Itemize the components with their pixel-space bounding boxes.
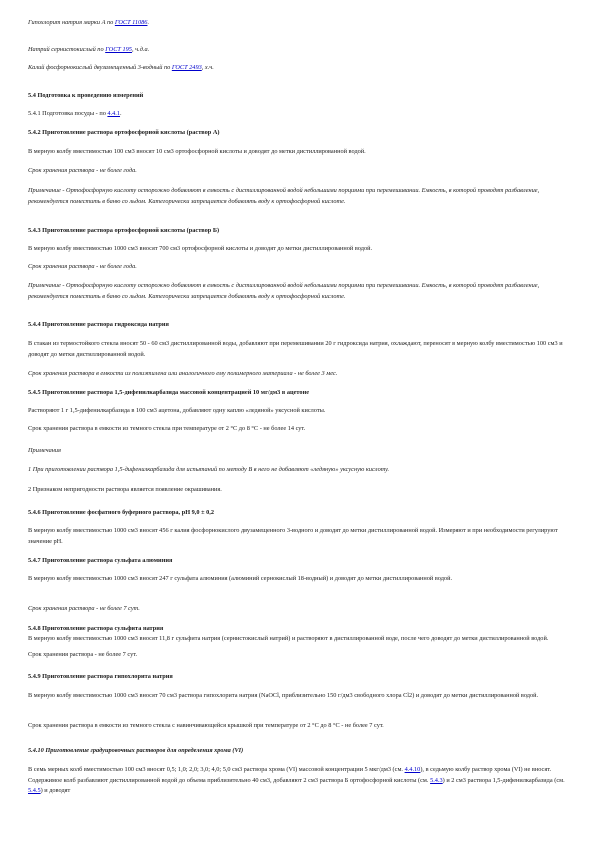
text-run: Срок хранения раствора в емкости из темного стекла с навинчивающейся крышкой при температуре от 2 °С до 8 °С - не более 7 сут. — [28, 722, 384, 729]
text-run: В мерную колбу вместимостью 1000 см3 вносят 11,8 г сульфита натрия (сернистокислый натрий) и растворяют в дистиллированной воде, после чего доводят до метки дистиллированной водой. — [28, 635, 549, 642]
paragraph — [28, 691, 568, 702]
text-run: Примечание - Ортофосфорную кислоту осторожно добавляют в емкость с дистиллированной водой небольшими порциями при перемешивании. Емкость, в которой проводят разбавление, рекомендуется поместить в баню со льдом. Категорически запрещается добавлять воду к ортофосфорной кислоте. — [28, 282, 540, 300]
text-run: Примечания — [28, 447, 61, 454]
text-run: Срок хранения раствора - не более 7 сут. — [28, 651, 138, 658]
paragraph — [28, 63, 568, 74]
text-run: 5.4.3 Приготовление раствора ортофосфорной кислоты (раствор Б) — [28, 227, 220, 234]
text-run: В мерную колбу вместимостью 1000 см3 вносят 247 г сульфата алюминия (алюминий сернокислый 18-водный) и доводят до метки дистиллированной водой. — [28, 575, 453, 582]
paragraph — [28, 446, 568, 457]
text-run: 5.4.10 Приготовление градуировочных растворов для определения хрома (VI) — [28, 747, 244, 754]
text-run: ), в седьмую колбу раствор хрома (VI) не вносят. Содержимое колб разбавляют дистиллированной водой до объема приблизительно 40 см3, добавляют 2 см3 раствора Б ортофосфорной кислоты (см. — [28, 766, 552, 784]
paragraph — [28, 147, 568, 158]
reference-link[interactable]: 4.4.10 — [404, 766, 421, 773]
text-run: В мерную колбу вместимостью 1000 см3 вносят 70 см3 раствора гипохлорита натрия (NaOCl, приблизительно 150 г/дм3 свободного хлора Cl2) и доводят до метки дистиллированной водой. — [28, 692, 539, 699]
reference-link[interactable]: ГОСТ 11086 — [114, 19, 148, 26]
paragraph — [28, 604, 568, 615]
paragraph — [28, 369, 568, 380]
paragraph — [28, 281, 568, 302]
text-run: , х.ч. — [201, 64, 214, 71]
paragraph — [28, 765, 568, 797]
text-run: Калий фосфорнокислый двузамещенный 3-водный по — [28, 64, 172, 71]
text-run: Срок хранения раствора в емкости из полиэтилена или аналогичного ему полимерного материала - не более 3 мес. — [28, 370, 338, 377]
text-run: Срок хранения раствора - не более 7 сут. — [28, 605, 140, 612]
section-heading — [28, 128, 568, 139]
text-run: Примечание - Ортофосфорную кислоту осторожно добавляют в емкость с дистиллированной водой небольшими порциями при перемешивании. Емкость, в которой проводят разбавление, рекомендуется поместить в баню со льдом. Категорически запрещается добавлять воду к ортофосфорной кислоте. — [28, 187, 540, 205]
text-run: 1 При приготовлении раствора 1,5-дифенилкарбазида для испытаний по методу В в него не добавляют «ледяную» уксусную кислоту. — [28, 466, 390, 473]
section-heading — [28, 388, 568, 399]
section-heading — [28, 746, 568, 757]
text-run: 5.4.2 Приготовление раствора ортофосфорной кислоты (раствор А) — [28, 129, 220, 136]
reference-link[interactable]: ГОСТ 2493 — [171, 64, 202, 71]
text-run: В мерную колбу вместимостью 1000 см3 вносят 700 см3 ортофосфорной кислоты и доводят до метки дистиллированной водой. — [28, 245, 373, 252]
paragraph — [28, 45, 568, 56]
reference-link[interactable]: 5.4.5 — [28, 787, 41, 794]
text-run: 5.4.8 Приготовление раствора сульфита натрия — [28, 625, 164, 632]
text-run: Срок хранения раствора - не более года. — [28, 263, 137, 270]
text-run: В стакан из термостойкого стекла вносят 50 - 60 см3 дистиллированной воды, добавляют при перемешивании 20 г гидроксида натрия, охлаждают, переносят в мерную колбу вместимостью 100 см3 и доводят до метки дистиллированной водой. — [28, 340, 563, 358]
text-run: 5.4.5 Приготовление раствора 1,5-дифенилкарбазида массовой концентрацией 10 мг/дм3 в ацетоне — [28, 389, 309, 396]
paragraph — [28, 244, 568, 255]
text-run: ) и 2 см3 раствора 1,5-дифенилкарбазида (см. — [442, 776, 565, 784]
text-run: Срок хранения раствора в емкости из темного стекла при температуре от 2 °С до 8 °С - не более 14 сут. — [28, 425, 306, 432]
paragraph — [28, 721, 568, 732]
paragraph — [28, 465, 568, 476]
text-run: Срок хранения раствора - не более года. — [28, 167, 137, 174]
paragraph — [28, 262, 568, 273]
reference-link[interactable]: 4.4.1 — [107, 110, 121, 117]
section-heading — [28, 226, 568, 237]
text-run: 5.4.7 Приготовление раствора сульфата алюминия — [28, 557, 173, 564]
paragraph — [28, 109, 568, 120]
paragraph — [28, 574, 568, 585]
reference-link[interactable]: ГОСТ 195 — [105, 46, 132, 53]
text-run: 5.4.6 Приготовление фосфатного буферного раствора, pH 9,0 ± 0,2 — [28, 509, 215, 516]
paragraph — [28, 650, 568, 661]
text-run: 5.4.1 Подготовка посуды - по — [28, 110, 108, 117]
text-run: , ч.д.а. — [131, 46, 150, 53]
text-run: Растворяют 1 г 1,5-дифенилкарбазида в 100 см3 ацетона, добавляют одну каплю «ледяной» уксусной кислоты. — [28, 407, 326, 414]
text-run: 5.4.9 Приготовление раствора гипохлорита натрия — [28, 673, 173, 680]
paragraph — [28, 186, 568, 207]
text-run: В семь мерных колб вместимостью 100 см3 вносят 0,5; 1,0; 2,0; 3,0; 4,0; 5,0 см3 раствора хрома (VI) массовой концентрации 5 мкг/дм3 (см. — [28, 766, 405, 773]
section-heading — [28, 320, 568, 331]
paragraph — [28, 634, 568, 645]
section-heading — [28, 624, 568, 635]
text-run: 2 Признаком непригодности раствора является появление окрашивания. — [28, 486, 222, 493]
section-heading — [28, 91, 568, 102]
paragraph — [28, 18, 568, 29]
paragraph — [28, 166, 568, 177]
paragraph — [28, 424, 568, 435]
section-heading — [28, 672, 568, 683]
text-run: ) и доводят — [40, 787, 71, 794]
text-run: В мерную колбу вместимостью 1000 см3 вносят 456 г калия фосфорнокислого двузамещенного 3-водного и доводят до метки дистиллированной водой. Измеряют и при необходимости регулируют значение pH. — [28, 527, 558, 545]
paragraph — [28, 526, 568, 547]
text-run: . — [147, 19, 150, 26]
paragraph — [28, 339, 568, 360]
text-run: В мерную колбу вместимостью 100 см3 вносят 10 см3 ортофосфорной кислоты и доводят до метки дистиллированной водой. — [28, 148, 366, 155]
section-heading — [28, 556, 568, 567]
paragraph — [28, 485, 568, 496]
text-run: 5.4.4 Приготовление раствора гидроксида натрия — [28, 321, 169, 328]
text-run: . — [120, 110, 122, 117]
paragraph — [28, 406, 568, 417]
text-run: 5.4 Подготовка к проведению измерений — [28, 92, 144, 99]
reference-link[interactable]: 5.4.3 — [430, 776, 443, 784]
section-heading — [28, 508, 568, 519]
text-run: Натрий сернистокислый по — [28, 46, 106, 53]
text-run: Гипохлорит натрия марки А по — [28, 19, 115, 26]
